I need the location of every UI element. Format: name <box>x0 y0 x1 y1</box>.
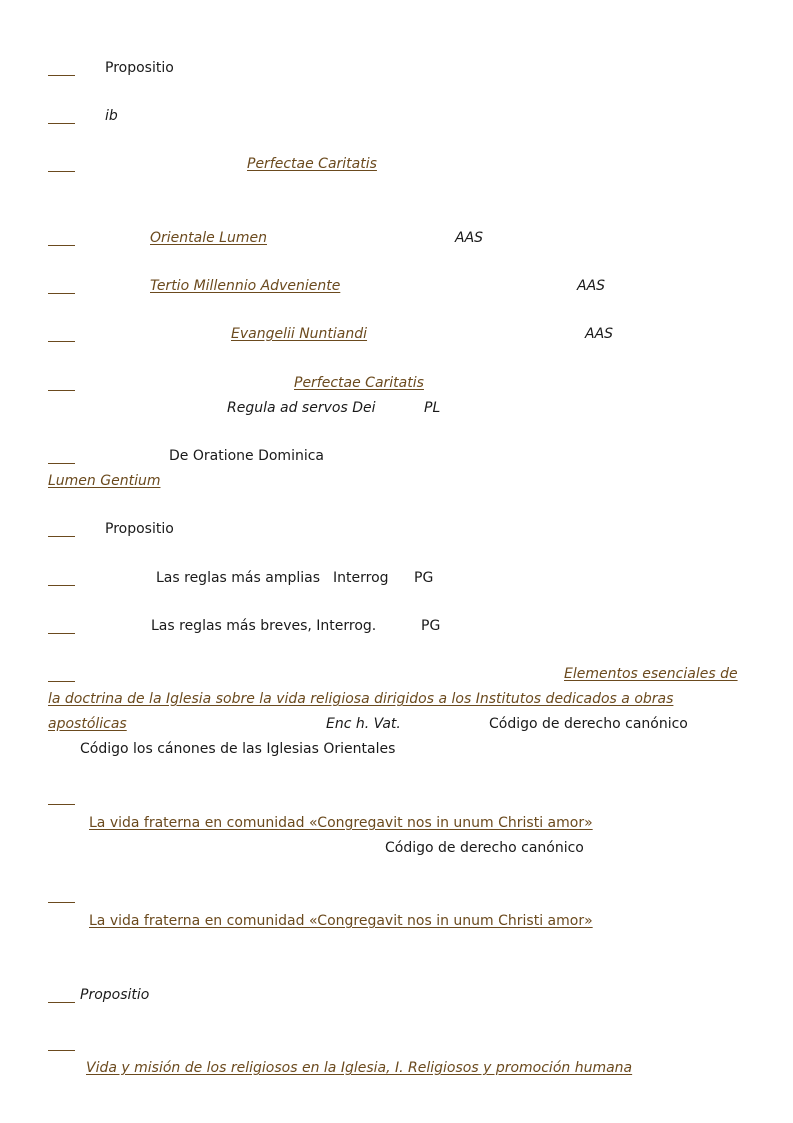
note-link[interactable]: apostólicas <box>48 716 127 732</box>
footnote-marker <box>48 804 75 805</box>
note-text: Regula ad servos Dei <box>227 400 376 416</box>
note-text: Las reglas más breves, Interrog. <box>151 618 377 634</box>
note-link[interactable]: Evangelii Nuntiandi <box>231 326 368 342</box>
note-link[interactable]: Elementos esenciales de <box>564 666 738 682</box>
note-text: Código los cánones de las Iglesias Orientales <box>80 741 396 757</box>
note-text: AAS <box>455 230 484 246</box>
footnote-marker <box>48 293 75 294</box>
footnote-marker <box>48 171 75 172</box>
footnote-marker <box>48 1002 75 1003</box>
note-text: AAS <box>577 278 606 294</box>
note-link[interactable]: la doctrina de la Iglesia sobre la vida religiosa dirigidos a los Institutos dedicados a obras <box>48 691 674 707</box>
note-text: Propositio <box>80 987 150 1003</box>
note-text: Propositio <box>105 60 174 76</box>
note-text: PG <box>421 618 441 634</box>
note-link[interactable]: La vida fraterna en comunidad «Congregavit nos in unum Christi amor» <box>89 815 593 831</box>
note-link[interactable]: Lumen Gentium <box>48 473 161 489</box>
footnote-marker <box>48 123 75 124</box>
footnote-marker <box>48 902 75 903</box>
note-link[interactable]: Perfectae Caritatis <box>247 156 377 172</box>
footnote-marker <box>48 341 75 342</box>
note-link[interactable]: La vida fraterna en comunidad «Congregavit nos in unum Christi amor» <box>89 913 593 929</box>
note-text: Código de derecho canónico <box>385 840 584 856</box>
note-link[interactable]: Orientale Lumen <box>150 230 267 246</box>
note-text: PG <box>414 570 434 586</box>
footnote-marker <box>48 1050 75 1051</box>
note-text: Interrog <box>333 570 389 586</box>
note-text: AAS <box>585 326 614 342</box>
footnote-marker <box>48 75 75 76</box>
footnote-marker <box>48 681 75 682</box>
footnote-marker <box>48 245 75 246</box>
note-link[interactable]: Perfectae Caritatis <box>294 375 424 391</box>
note-text: Propositio <box>105 521 174 537</box>
footnote-marker <box>48 463 75 464</box>
note-text: Código de derecho canónico <box>489 716 688 732</box>
note-text: Enc h. Vat. <box>326 716 401 732</box>
note-text: PL <box>424 400 441 416</box>
note-text: Las reglas más amplias <box>156 570 321 586</box>
footnote-marker <box>48 585 75 586</box>
footnote-marker <box>48 390 75 391</box>
note-link[interactable]: Vida y misión de los religiosos en la Iglesia, I. Religiosos y promoción humana <box>86 1060 633 1076</box>
note-text: ib <box>105 108 118 124</box>
footnote-marker <box>48 633 75 634</box>
footnote-marker <box>48 536 75 537</box>
note-text: De Oratione Dominica <box>169 448 324 464</box>
note-link[interactable]: Tertio Millennio Adveniente <box>150 278 341 294</box>
